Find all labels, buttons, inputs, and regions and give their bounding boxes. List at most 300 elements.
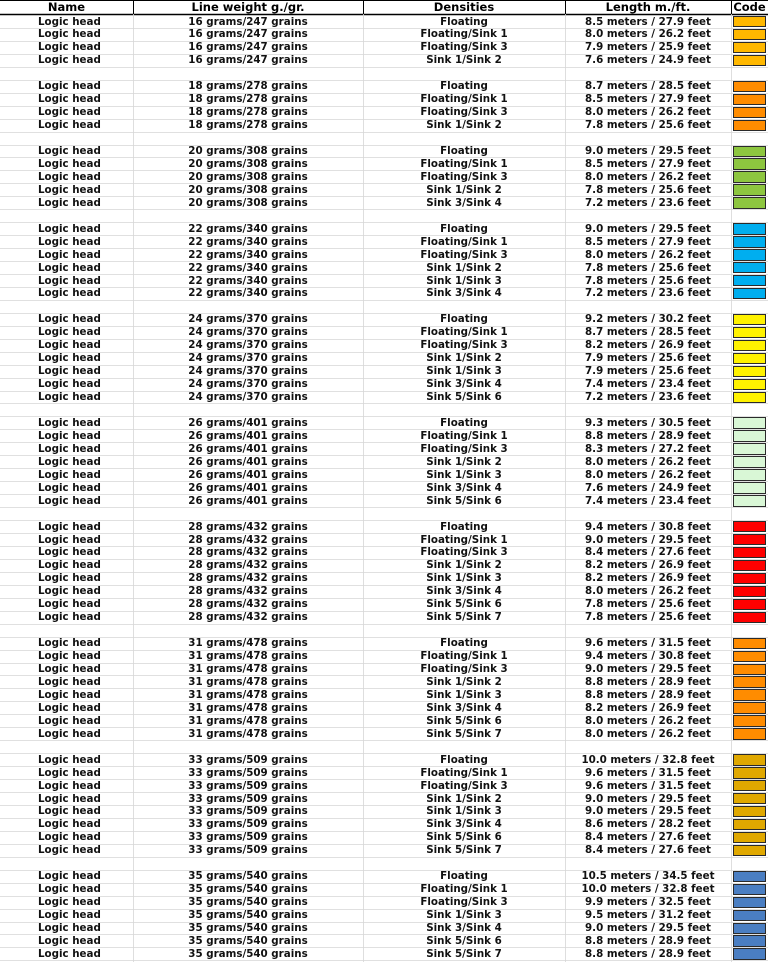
name-cell[interactable]: Logic head (38, 157, 101, 170)
color-code-swatch[interactable] (733, 832, 766, 843)
density-cell[interactable]: Sink 5/Sink 7 (426, 947, 502, 960)
line-weight-cell[interactable]: 24 grams/370 grains (188, 313, 308, 326)
name-cell[interactable]: Logic head (38, 313, 101, 326)
length-cell[interactable]: 7.9 meters / 25.6 feet (585, 352, 711, 365)
line-weight-cell[interactable]: 31 grams/478 grains (188, 637, 308, 650)
density-cell[interactable]: Floating/Sink 3 (420, 546, 508, 559)
color-code-swatch[interactable] (733, 430, 766, 441)
name-cell[interactable]: Logic head (38, 909, 101, 922)
density-cell[interactable]: Floating/Sink 1 (420, 93, 508, 106)
line-weight-cell[interactable]: 35 grams/540 grains (188, 909, 308, 922)
density-cell[interactable]: Sink 1/Sink 3 (426, 572, 502, 585)
color-code-swatch[interactable] (733, 171, 766, 182)
name-cell[interactable]: Logic head (38, 222, 101, 235)
name-cell[interactable]: Logic head (38, 922, 101, 934)
line-weight-cell[interactable]: 20 grams/308 grains (188, 183, 308, 196)
length-cell[interactable]: 8.0 meters / 26.2 feet (585, 585, 711, 598)
color-code-swatch[interactable] (733, 158, 766, 169)
length-cell[interactable]: 7.6 meters / 24.9 feet (585, 54, 711, 67)
color-code-swatch[interactable] (733, 340, 766, 351)
line-weight-cell[interactable]: 24 grams/370 grains (188, 378, 308, 391)
color-code-swatch[interactable] (733, 871, 766, 882)
length-cell[interactable]: 8.8 meters / 28.9 feet (585, 675, 711, 688)
line-weight-cell[interactable]: 35 grams/540 grains (188, 870, 308, 883)
name-cell[interactable]: Logic head (38, 41, 101, 54)
line-weight-cell[interactable]: 31 grams/478 grains (188, 663, 308, 675)
name-cell[interactable]: Logic head (38, 391, 101, 404)
color-code-swatch[interactable] (733, 16, 766, 27)
line-weight-cell[interactable]: 28 grams/432 grains (188, 533, 308, 546)
name-cell[interactable]: Logic head (38, 714, 101, 727)
name-cell[interactable]: Logic head (38, 870, 101, 883)
line-weight-cell[interactable]: 22 grams/340 grains (188, 235, 308, 248)
line-weight-cell[interactable]: 26 grams/401 grains (188, 455, 308, 468)
color-code-swatch[interactable] (733, 443, 766, 454)
line-weight-cell[interactable]: 22 grams/340 grains (188, 222, 308, 235)
length-cell[interactable]: 10.0 meters / 32.8 feet (581, 753, 715, 766)
name-cell[interactable]: Logic head (38, 248, 101, 261)
header-name[interactable]: Name (47, 0, 86, 14)
line-weight-cell[interactable]: 28 grams/432 grains (188, 585, 308, 598)
line-weight-cell[interactable]: 16 grams/247 grains (188, 15, 308, 28)
color-code-swatch[interactable] (733, 29, 766, 40)
name-cell[interactable]: Logic head (38, 934, 101, 947)
name-cell[interactable]: Logic head (38, 183, 101, 196)
color-code-swatch[interactable] (733, 456, 766, 467)
density-cell[interactable]: Sink 1/Sink 2 (426, 559, 502, 572)
length-cell[interactable]: 8.2 meters / 26.9 feet (585, 339, 711, 352)
length-cell[interactable]: 8.3 meters / 27.2 feet (585, 442, 711, 455)
name-cell[interactable]: Logic head (38, 766, 101, 779)
density-cell[interactable]: Floating (440, 637, 488, 650)
color-code-swatch[interactable] (733, 689, 766, 700)
length-cell[interactable]: 8.4 meters / 27.6 feet (585, 831, 711, 844)
density-cell[interactable]: Sink 1/Sink 2 (426, 119, 502, 132)
name-cell[interactable]: Logic head (38, 442, 101, 455)
density-cell[interactable]: Floating (440, 416, 488, 429)
density-cell[interactable]: Sink 3/Sink 4 (426, 287, 502, 300)
density-cell[interactable]: Sink 3/Sink 4 (426, 481, 502, 494)
color-code-swatch[interactable] (733, 120, 766, 131)
density-cell[interactable]: Floating/Sink 3 (420, 41, 508, 54)
length-cell[interactable]: 8.5 meters / 27.9 feet (585, 15, 711, 28)
color-code-swatch[interactable] (733, 223, 766, 234)
color-code-swatch[interactable] (733, 612, 766, 623)
length-cell[interactable]: 9.4 meters / 30.8 feet (585, 520, 711, 533)
name-cell[interactable]: Logic head (38, 93, 101, 106)
name-cell[interactable]: Logic head (38, 688, 101, 701)
name-cell[interactable]: Logic head (38, 15, 101, 28)
name-cell[interactable]: Logic head (38, 883, 101, 896)
name-cell[interactable]: Logic head (38, 416, 101, 429)
line-weight-cell[interactable]: 20 grams/308 grains (188, 196, 308, 209)
length-cell[interactable]: 9.6 meters / 31.5 feet (585, 779, 711, 792)
length-cell[interactable]: 8.0 meters / 26.2 feet (585, 170, 711, 183)
length-cell[interactable]: 7.9 meters / 25.6 feet (585, 365, 711, 378)
name-cell[interactable]: Logic head (38, 753, 101, 766)
density-cell[interactable]: Sink 1/Sink 2 (426, 261, 502, 274)
density-cell[interactable]: Floating (440, 753, 488, 766)
header-length[interactable]: Length m./ft. (605, 0, 691, 14)
name-cell[interactable]: Logic head (38, 779, 101, 792)
density-cell[interactable]: Sink 1/Sink 2 (426, 54, 502, 67)
density-cell[interactable]: Floating/Sink 1 (420, 235, 508, 248)
density-cell[interactable]: Floating/Sink 1 (420, 429, 508, 442)
color-code-swatch[interactable] (733, 897, 766, 908)
length-cell[interactable]: 8.7 meters / 28.5 feet (585, 80, 711, 93)
density-cell[interactable]: Sink 5/Sink 6 (426, 494, 502, 507)
name-cell[interactable]: Logic head (38, 896, 101, 909)
length-cell[interactable]: 8.8 meters / 28.9 feet (585, 947, 711, 960)
color-code-swatch[interactable] (733, 923, 766, 934)
name-cell[interactable]: Logic head (38, 663, 101, 675)
density-cell[interactable]: Sink 5/Sink 6 (426, 934, 502, 947)
name-cell[interactable]: Logic head (38, 844, 101, 857)
color-code-swatch[interactable] (733, 910, 766, 921)
color-code-swatch[interactable] (733, 806, 766, 817)
length-cell[interactable]: 8.2 meters / 26.9 feet (585, 701, 711, 714)
name-cell[interactable]: Logic head (38, 196, 101, 209)
color-code-swatch[interactable] (733, 728, 766, 739)
color-code-swatch[interactable] (733, 819, 766, 830)
line-weight-cell[interactable]: 18 grams/278 grains (188, 106, 308, 119)
density-cell[interactable]: Floating (440, 80, 488, 93)
density-cell[interactable]: Floating/Sink 1 (420, 766, 508, 779)
name-cell[interactable]: Logic head (38, 727, 101, 740)
color-code-swatch[interactable] (733, 417, 766, 428)
length-cell[interactable]: 8.7 meters / 28.5 feet (585, 326, 711, 339)
density-cell[interactable]: Sink 5/Sink 7 (426, 611, 502, 624)
name-cell[interactable]: Logic head (38, 792, 101, 805)
length-cell[interactable]: 9.0 meters / 29.5 feet (585, 533, 711, 546)
length-cell[interactable]: 7.6 meters / 24.9 feet (585, 481, 711, 494)
color-code-swatch[interactable] (733, 935, 766, 946)
line-weight-cell[interactable]: 33 grams/509 grains (188, 779, 308, 792)
density-cell[interactable]: Floating/Sink 1 (420, 650, 508, 663)
name-cell[interactable]: Logic head (38, 831, 101, 844)
name-cell[interactable]: Logic head (38, 261, 101, 274)
density-cell[interactable]: Floating/Sink 1 (420, 157, 508, 170)
name-cell[interactable]: Logic head (38, 468, 101, 481)
color-code-swatch[interactable] (733, 521, 766, 532)
density-cell[interactable]: Sink 1/Sink 2 (426, 792, 502, 805)
line-weight-cell[interactable]: 31 grams/478 grains (188, 727, 308, 740)
length-cell[interactable]: 7.4 meters / 23.4 feet (585, 494, 711, 507)
color-code-swatch[interactable] (733, 534, 766, 545)
name-cell[interactable]: Logic head (38, 637, 101, 650)
density-cell[interactable]: Sink 1/Sink 3 (426, 688, 502, 701)
color-code-swatch[interactable] (733, 146, 766, 157)
length-cell[interactable]: 8.0 meters / 26.2 feet (585, 106, 711, 119)
density-cell[interactable]: Sink 5/Sink 7 (426, 727, 502, 740)
density-cell[interactable]: Sink 1/Sink 2 (426, 675, 502, 688)
density-cell[interactable]: Floating/Sink 3 (420, 248, 508, 261)
name-cell[interactable]: Logic head (38, 481, 101, 494)
length-cell[interactable]: 9.9 meters / 32.5 feet (585, 896, 711, 909)
density-cell[interactable]: Floating/Sink 3 (420, 170, 508, 183)
name-cell[interactable]: Logic head (38, 429, 101, 442)
line-weight-cell[interactable]: 18 grams/278 grains (188, 93, 308, 106)
line-weight-cell[interactable]: 31 grams/478 grains (188, 688, 308, 701)
line-weight-cell[interactable]: 31 grams/478 grains (188, 701, 308, 714)
density-cell[interactable]: Sink 5/Sink 7 (426, 844, 502, 857)
line-weight-cell[interactable]: 28 grams/432 grains (188, 520, 308, 533)
density-cell[interactable]: Sink 3/Sink 4 (426, 196, 502, 209)
name-cell[interactable]: Logic head (38, 701, 101, 714)
line-weight-cell[interactable]: 18 grams/278 grains (188, 80, 308, 93)
color-code-swatch[interactable] (733, 197, 766, 208)
density-cell[interactable]: Sink 5/Sink 6 (426, 831, 502, 844)
name-cell[interactable]: Logic head (38, 145, 101, 157)
density-cell[interactable]: Sink 1/Sink 3 (426, 805, 502, 818)
line-weight-cell[interactable]: 28 grams/432 grains (188, 559, 308, 572)
length-cell[interactable]: 9.6 meters / 31.5 feet (585, 637, 711, 650)
length-cell[interactable]: 7.2 meters / 23.6 feet (585, 287, 711, 300)
color-code-swatch[interactable] (733, 482, 766, 493)
length-cell[interactable]: 8.6 meters / 28.2 feet (585, 818, 711, 831)
color-code-swatch[interactable] (733, 42, 766, 53)
name-cell[interactable]: Logic head (38, 235, 101, 248)
length-cell[interactable]: 9.0 meters / 29.5 feet (585, 792, 711, 805)
color-code-swatch[interactable] (733, 55, 766, 66)
color-code-swatch[interactable] (733, 262, 766, 273)
line-weight-cell[interactable]: 18 grams/278 grains (188, 119, 308, 132)
length-cell[interactable]: 8.0 meters / 26.2 feet (585, 727, 711, 740)
density-cell[interactable]: Sink 1/Sink 3 (426, 274, 502, 287)
line-weight-cell[interactable]: 24 grams/370 grains (188, 352, 308, 365)
density-cell[interactable]: Sink 3/Sink 4 (426, 378, 502, 391)
length-cell[interactable]: 10.5 meters / 34.5 feet (581, 870, 715, 883)
length-cell[interactable]: 8.0 meters / 26.2 feet (585, 468, 711, 481)
line-weight-cell[interactable]: 35 grams/540 grains (188, 922, 308, 934)
length-cell[interactable]: 7.8 meters / 25.6 feet (585, 611, 711, 624)
color-code-swatch[interactable] (733, 780, 766, 791)
line-weight-cell[interactable]: 28 grams/432 grains (188, 546, 308, 559)
line-weight-cell[interactable]: 26 grams/401 grains (188, 429, 308, 442)
density-cell[interactable]: Sink 1/Sink 3 (426, 909, 502, 922)
line-weight-cell[interactable]: 31 grams/478 grains (188, 650, 308, 663)
line-weight-cell[interactable]: 26 grams/401 grains (188, 442, 308, 455)
density-cell[interactable]: Sink 5/Sink 6 (426, 391, 502, 404)
color-code-swatch[interactable] (733, 599, 766, 610)
line-weight-cell[interactable]: 28 grams/432 grains (188, 572, 308, 585)
name-cell[interactable]: Logic head (38, 559, 101, 572)
color-code-swatch[interactable] (733, 547, 766, 558)
length-cell[interactable]: 7.8 meters / 25.6 feet (585, 183, 711, 196)
name-cell[interactable]: Logic head (38, 675, 101, 688)
name-cell[interactable]: Logic head (38, 274, 101, 287)
line-weight-cell[interactable]: 22 grams/340 grains (188, 248, 308, 261)
length-cell[interactable]: 7.8 meters / 25.6 feet (585, 119, 711, 132)
density-cell[interactable]: Floating/Sink 3 (420, 339, 508, 352)
density-cell[interactable]: Floating (440, 145, 488, 157)
density-cell[interactable]: Floating/Sink 1 (420, 883, 508, 896)
density-cell[interactable]: Floating (440, 15, 488, 28)
color-code-swatch[interactable] (733, 366, 766, 377)
line-weight-cell[interactable]: 22 grams/340 grains (188, 274, 308, 287)
name-cell[interactable]: Logic head (38, 119, 101, 132)
length-cell[interactable]: 9.0 meters / 29.5 feet (585, 922, 711, 934)
length-cell[interactable]: 9.5 meters / 31.2 feet (585, 909, 711, 922)
header-densities[interactable]: Densities (433, 0, 495, 14)
line-weight-cell[interactable]: 31 grams/478 grains (188, 675, 308, 688)
color-code-swatch[interactable] (733, 754, 766, 765)
density-cell[interactable]: Sink 3/Sink 4 (426, 818, 502, 831)
name-cell[interactable]: Logic head (38, 546, 101, 559)
length-cell[interactable]: 7.2 meters / 23.6 feet (585, 391, 711, 404)
color-code-swatch[interactable] (733, 288, 766, 299)
length-cell[interactable]: 8.5 meters / 27.9 feet (585, 157, 711, 170)
density-cell[interactable]: Floating/Sink 1 (420, 326, 508, 339)
line-weight-cell[interactable]: 24 grams/370 grains (188, 339, 308, 352)
density-cell[interactable]: Sink 3/Sink 4 (426, 701, 502, 714)
color-code-swatch[interactable] (733, 107, 766, 118)
density-cell[interactable]: Sink 3/Sink 4 (426, 585, 502, 598)
color-code-swatch[interactable] (733, 676, 766, 687)
name-cell[interactable]: Logic head (38, 365, 101, 378)
length-cell[interactable]: 8.4 meters / 27.6 feet (585, 844, 711, 857)
length-cell[interactable]: 7.2 meters / 23.6 feet (585, 196, 711, 209)
name-cell[interactable]: Logic head (38, 818, 101, 831)
length-cell[interactable]: 9.0 meters / 29.5 feet (585, 145, 711, 157)
name-cell[interactable]: Logic head (38, 455, 101, 468)
line-weight-cell[interactable]: 31 grams/478 grains (188, 714, 308, 727)
density-cell[interactable]: Floating (440, 870, 488, 883)
color-code-swatch[interactable] (733, 249, 766, 260)
color-code-swatch[interactable] (733, 664, 766, 675)
color-code-swatch[interactable] (733, 81, 766, 92)
length-cell[interactable]: 9.0 meters / 29.5 feet (585, 222, 711, 235)
density-cell[interactable]: Sink 5/Sink 6 (426, 714, 502, 727)
color-code-swatch[interactable] (733, 392, 766, 403)
density-cell[interactable]: Floating/Sink 3 (420, 896, 508, 909)
color-code-swatch[interactable] (733, 793, 766, 804)
name-cell[interactable]: Logic head (38, 378, 101, 391)
length-cell[interactable]: 8.0 meters / 26.2 feet (585, 455, 711, 468)
density-cell[interactable]: Sink 1/Sink 3 (426, 365, 502, 378)
name-cell[interactable]: Logic head (38, 585, 101, 598)
color-code-swatch[interactable] (733, 573, 766, 584)
length-cell[interactable]: 9.6 meters / 31.5 feet (585, 766, 711, 779)
length-cell[interactable]: 8.0 meters / 26.2 feet (585, 714, 711, 727)
header-line-weight[interactable]: Line weight g./gr. (191, 0, 305, 14)
line-weight-cell[interactable]: 28 grams/432 grains (188, 611, 308, 624)
line-weight-cell[interactable]: 16 grams/247 grains (188, 41, 308, 54)
line-weight-cell[interactable]: 24 grams/370 grains (188, 391, 308, 404)
color-code-swatch[interactable] (733, 327, 766, 338)
line-weight-cell[interactable]: 26 grams/401 grains (188, 494, 308, 507)
length-cell[interactable]: 8.0 meters / 26.2 feet (585, 248, 711, 261)
name-cell[interactable]: Logic head (38, 494, 101, 507)
length-cell[interactable]: 8.8 meters / 28.9 feet (585, 934, 711, 947)
color-code-swatch[interactable] (733, 948, 766, 959)
line-weight-cell[interactable]: 26 grams/401 grains (188, 416, 308, 429)
color-code-swatch[interactable] (733, 651, 766, 662)
density-cell[interactable]: Floating/Sink 1 (420, 533, 508, 546)
length-cell[interactable]: 9.0 meters / 29.5 feet (585, 805, 711, 818)
name-cell[interactable]: Logic head (38, 28, 101, 41)
color-code-swatch[interactable] (733, 495, 766, 506)
name-cell[interactable]: Logic head (38, 533, 101, 546)
color-code-swatch[interactable] (733, 379, 766, 390)
color-code-swatch[interactable] (733, 845, 766, 856)
line-weight-cell[interactable]: 28 grams/432 grains (188, 598, 308, 611)
color-code-swatch[interactable] (733, 586, 766, 597)
density-cell[interactable]: Sink 1/Sink 2 (426, 352, 502, 365)
line-weight-cell[interactable]: 22 grams/340 grains (188, 261, 308, 274)
name-cell[interactable]: Logic head (38, 572, 101, 585)
length-cell[interactable]: 7.4 meters / 23.4 feet (585, 378, 711, 391)
color-code-swatch[interactable] (733, 275, 766, 286)
color-code-swatch[interactable] (733, 767, 766, 778)
length-cell[interactable]: 8.8 meters / 28.9 feet (585, 688, 711, 701)
line-weight-cell[interactable]: 20 grams/308 grains (188, 157, 308, 170)
name-cell[interactable]: Logic head (38, 598, 101, 611)
color-code-swatch[interactable] (733, 884, 766, 895)
color-code-swatch[interactable] (733, 353, 766, 364)
density-cell[interactable]: Floating (440, 520, 488, 533)
color-code-swatch[interactable] (733, 236, 766, 247)
color-code-swatch[interactable] (733, 314, 766, 325)
length-cell[interactable]: 9.3 meters / 30.5 feet (585, 416, 711, 429)
length-cell[interactable]: 10.0 meters / 32.8 feet (581, 883, 715, 896)
density-cell[interactable]: Floating/Sink 1 (420, 28, 508, 41)
line-weight-cell[interactable]: 35 grams/540 grains (188, 896, 308, 909)
length-cell[interactable]: 7.8 meters / 25.6 feet (585, 261, 711, 274)
density-cell[interactable]: Sink 1/Sink 2 (426, 455, 502, 468)
name-cell[interactable]: Logic head (38, 326, 101, 339)
density-cell[interactable]: Floating/Sink 3 (420, 779, 508, 792)
length-cell[interactable]: 7.8 meters / 25.6 feet (585, 598, 711, 611)
name-cell[interactable]: Logic head (38, 650, 101, 663)
length-cell[interactable]: 8.2 meters / 26.9 feet (585, 559, 711, 572)
length-cell[interactable]: 9.0 meters / 29.5 feet (585, 663, 711, 675)
line-weight-cell[interactable]: 33 grams/509 grains (188, 844, 308, 857)
color-code-swatch[interactable] (733, 560, 766, 571)
density-cell[interactable]: Floating (440, 222, 488, 235)
color-code-swatch[interactable] (733, 638, 766, 649)
name-cell[interactable]: Logic head (38, 520, 101, 533)
density-cell[interactable]: Sink 3/Sink 4 (426, 922, 502, 934)
density-cell[interactable]: Sink 5/Sink 6 (426, 598, 502, 611)
line-weight-cell[interactable]: 20 grams/308 grains (188, 145, 308, 157)
line-weight-cell[interactable]: 33 grams/509 grains (188, 792, 308, 805)
density-cell[interactable]: Floating/Sink 3 (420, 106, 508, 119)
line-weight-cell[interactable]: 33 grams/509 grains (188, 818, 308, 831)
length-cell[interactable]: 8.5 meters / 27.9 feet (585, 93, 711, 106)
name-cell[interactable]: Logic head (38, 352, 101, 365)
length-cell[interactable]: 7.8 meters / 25.6 feet (585, 274, 711, 287)
name-cell[interactable]: Logic head (38, 287, 101, 300)
density-cell[interactable]: Sink 1/Sink 3 (426, 468, 502, 481)
color-code-swatch[interactable] (733, 184, 766, 195)
name-cell[interactable]: Logic head (38, 106, 101, 119)
density-cell[interactable]: Floating/Sink 3 (420, 442, 508, 455)
line-weight-cell[interactable]: 24 grams/370 grains (188, 365, 308, 378)
name-cell[interactable]: Logic head (38, 805, 101, 818)
name-cell[interactable]: Logic head (38, 54, 101, 67)
density-cell[interactable]: Floating (440, 313, 488, 326)
name-cell[interactable]: Logic head (38, 339, 101, 352)
name-cell[interactable]: Logic head (38, 170, 101, 183)
length-cell[interactable]: 7.9 meters / 25.9 feet (585, 41, 711, 54)
line-weight-cell[interactable]: 24 grams/370 grains (188, 326, 308, 339)
line-weight-cell[interactable]: 22 grams/340 grains (188, 287, 308, 300)
line-weight-cell[interactable]: 20 grams/308 grains (188, 170, 308, 183)
line-weight-cell[interactable]: 26 grams/401 grains (188, 481, 308, 494)
line-weight-cell[interactable]: 35 grams/540 grains (188, 934, 308, 947)
line-weight-cell[interactable]: 35 grams/540 grains (188, 883, 308, 896)
